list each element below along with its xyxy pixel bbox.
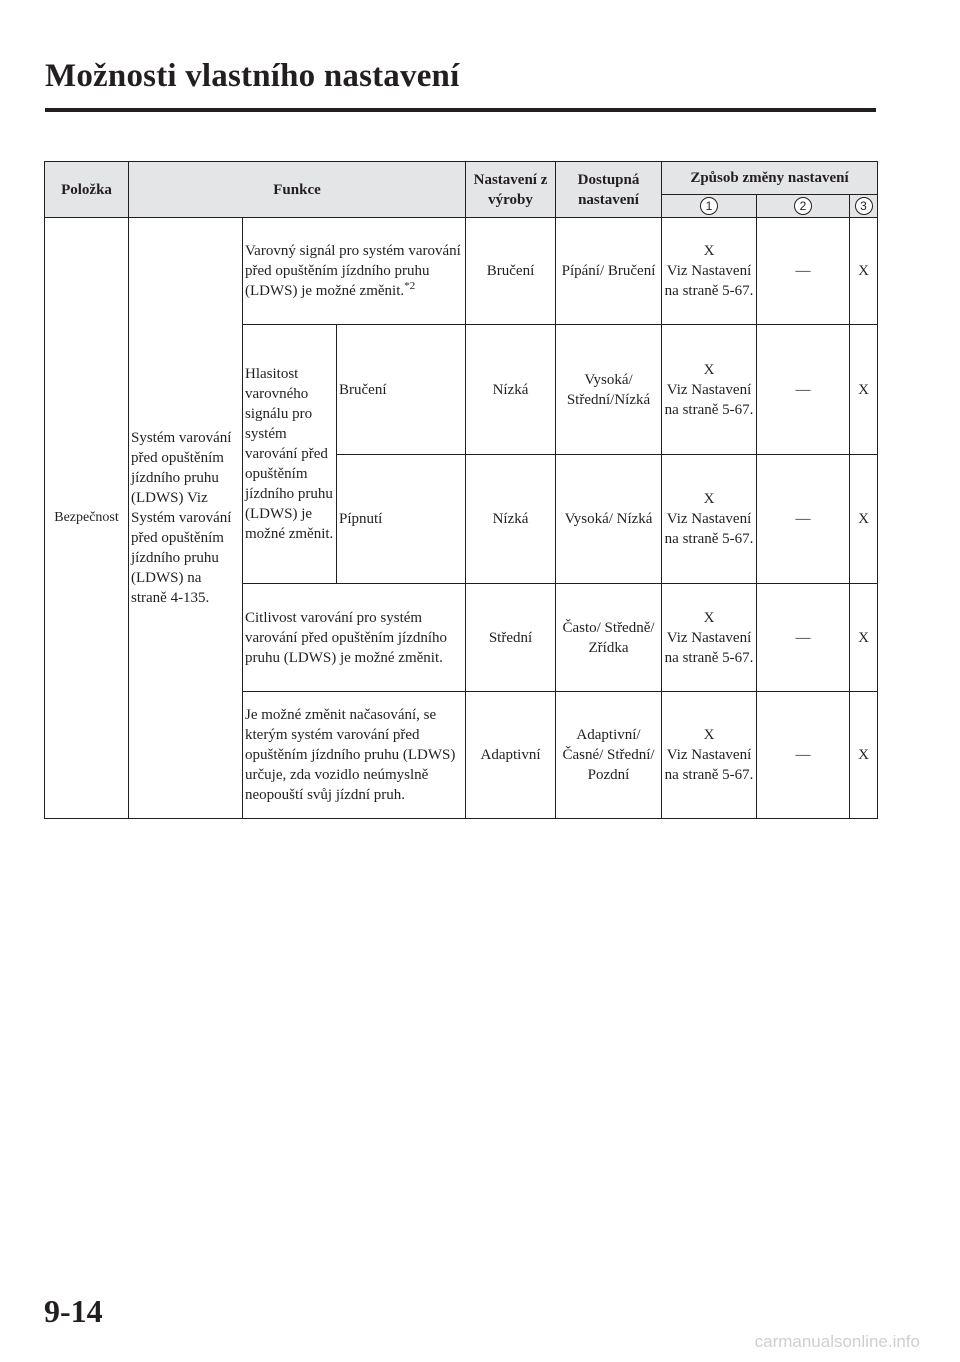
circled-number-3-icon: 3 bbox=[855, 197, 873, 215]
function-cell: Je možné změnit načasování, se kterým systém varování před opuštěním jízdního pruhu (LDWS) určuje, zda vozidlo neúmyslně neopouští svůj jízdní pruh. bbox=[243, 692, 466, 819]
function-cell bbox=[243, 218, 466, 325]
page-title: Možnosti vlastního nastavení bbox=[45, 58, 460, 94]
method-1-cell bbox=[662, 325, 757, 455]
method-3-cell: X bbox=[850, 325, 878, 455]
header-function: Funkce bbox=[129, 162, 466, 218]
page-number: 9-14 bbox=[44, 1293, 103, 1329]
header-available-settings: Dostupná nastavení bbox=[556, 162, 662, 218]
method-1-cell bbox=[662, 584, 757, 692]
header-method-1 bbox=[662, 195, 757, 218]
function-text: Varovný signál pro systém varování před opuštěním jízdního pruhu (LDWS) je možné změnit. bbox=[245, 243, 461, 299]
function-cell: Pípnutí bbox=[337, 455, 466, 584]
settings-table bbox=[44, 161, 878, 819]
item-safety: Bezpečnost bbox=[45, 218, 129, 819]
method-2-cell: — bbox=[757, 218, 850, 325]
x-mark: X bbox=[703, 243, 715, 259]
x-mark: X bbox=[703, 491, 715, 507]
header-factory-setting: Nastavení z výroby bbox=[466, 162, 556, 218]
see-settings-note: Viz Nastavení na straně 5-67. bbox=[664, 747, 754, 783]
see-settings-note: Viz Nastavení na straně 5-67. bbox=[664, 511, 754, 547]
function-cell: Bručení bbox=[337, 325, 466, 455]
available-cell: Adaptivní/ Časné/ Střední/ Pozdní bbox=[556, 692, 662, 819]
header-change-method: Způsob změny nastavení bbox=[662, 162, 878, 195]
header-item: Položka bbox=[45, 162, 129, 218]
x-mark: X bbox=[703, 361, 715, 378]
factory-cell: Nízká bbox=[466, 455, 556, 584]
method-1-cell bbox=[662, 218, 757, 325]
method-3-cell: X bbox=[850, 455, 878, 584]
available-cell: Vysoká/ Nízká bbox=[556, 455, 662, 584]
method-3-cell: X bbox=[850, 692, 878, 819]
function-cell: Citlivost varování pro systém varování před opuštěním jízdního pruhu (LDWS) je možné změnit. bbox=[243, 584, 466, 692]
available-cell: Pípání/ Bručení bbox=[556, 218, 662, 325]
method-3-cell: X bbox=[850, 584, 878, 692]
header-method-2 bbox=[757, 195, 850, 218]
factory-cell: Nízká bbox=[466, 325, 556, 455]
factory-cell: Bručení bbox=[466, 218, 556, 325]
method-2-cell: — bbox=[757, 692, 850, 819]
method-2-cell: — bbox=[757, 584, 850, 692]
method-2-cell: — bbox=[757, 455, 850, 584]
factory-cell: Adaptivní bbox=[466, 692, 556, 819]
circled-number-2-icon: 2 bbox=[794, 197, 812, 215]
factory-cell: Střední bbox=[466, 584, 556, 692]
footnote-marker: *2 bbox=[404, 280, 416, 292]
watermark: carmanualsonline.info bbox=[754, 1332, 920, 1351]
available-cell: Často/ Středně/ Zřídka bbox=[556, 584, 662, 692]
method-3-cell: X bbox=[850, 218, 878, 325]
volume-label: Hlasitost varovného signálu pro systém varování před opuštěním jízdního pruhu (LDWS) je možné změnit. bbox=[243, 325, 337, 584]
x-mark: X bbox=[703, 727, 715, 743]
method-1-cell bbox=[662, 692, 757, 819]
table-row bbox=[45, 218, 878, 325]
title-divider bbox=[45, 108, 876, 112]
header-method-3 bbox=[850, 195, 878, 218]
see-settings-note: Viz Nastavení na straně 5-67. bbox=[664, 629, 754, 666]
subgroup-ldws: Systém varování před opuštěním jízdního pruhu (LDWS) Viz Systém varování před opuštěním jízdního pruhu (LDWS) na straně 4-135. bbox=[129, 218, 243, 819]
x-mark: X bbox=[703, 609, 715, 626]
circled-number-1-icon: 1 bbox=[700, 197, 718, 215]
method-2-cell: — bbox=[757, 325, 850, 455]
see-settings-note: Viz Nastavení na straně 5-67. bbox=[664, 263, 754, 299]
method-1-cell bbox=[662, 455, 757, 584]
see-settings-note: Viz Nastavení na straně 5-67. bbox=[664, 381, 754, 418]
available-cell: Vysoká/ Střední/Nízká bbox=[556, 325, 662, 455]
